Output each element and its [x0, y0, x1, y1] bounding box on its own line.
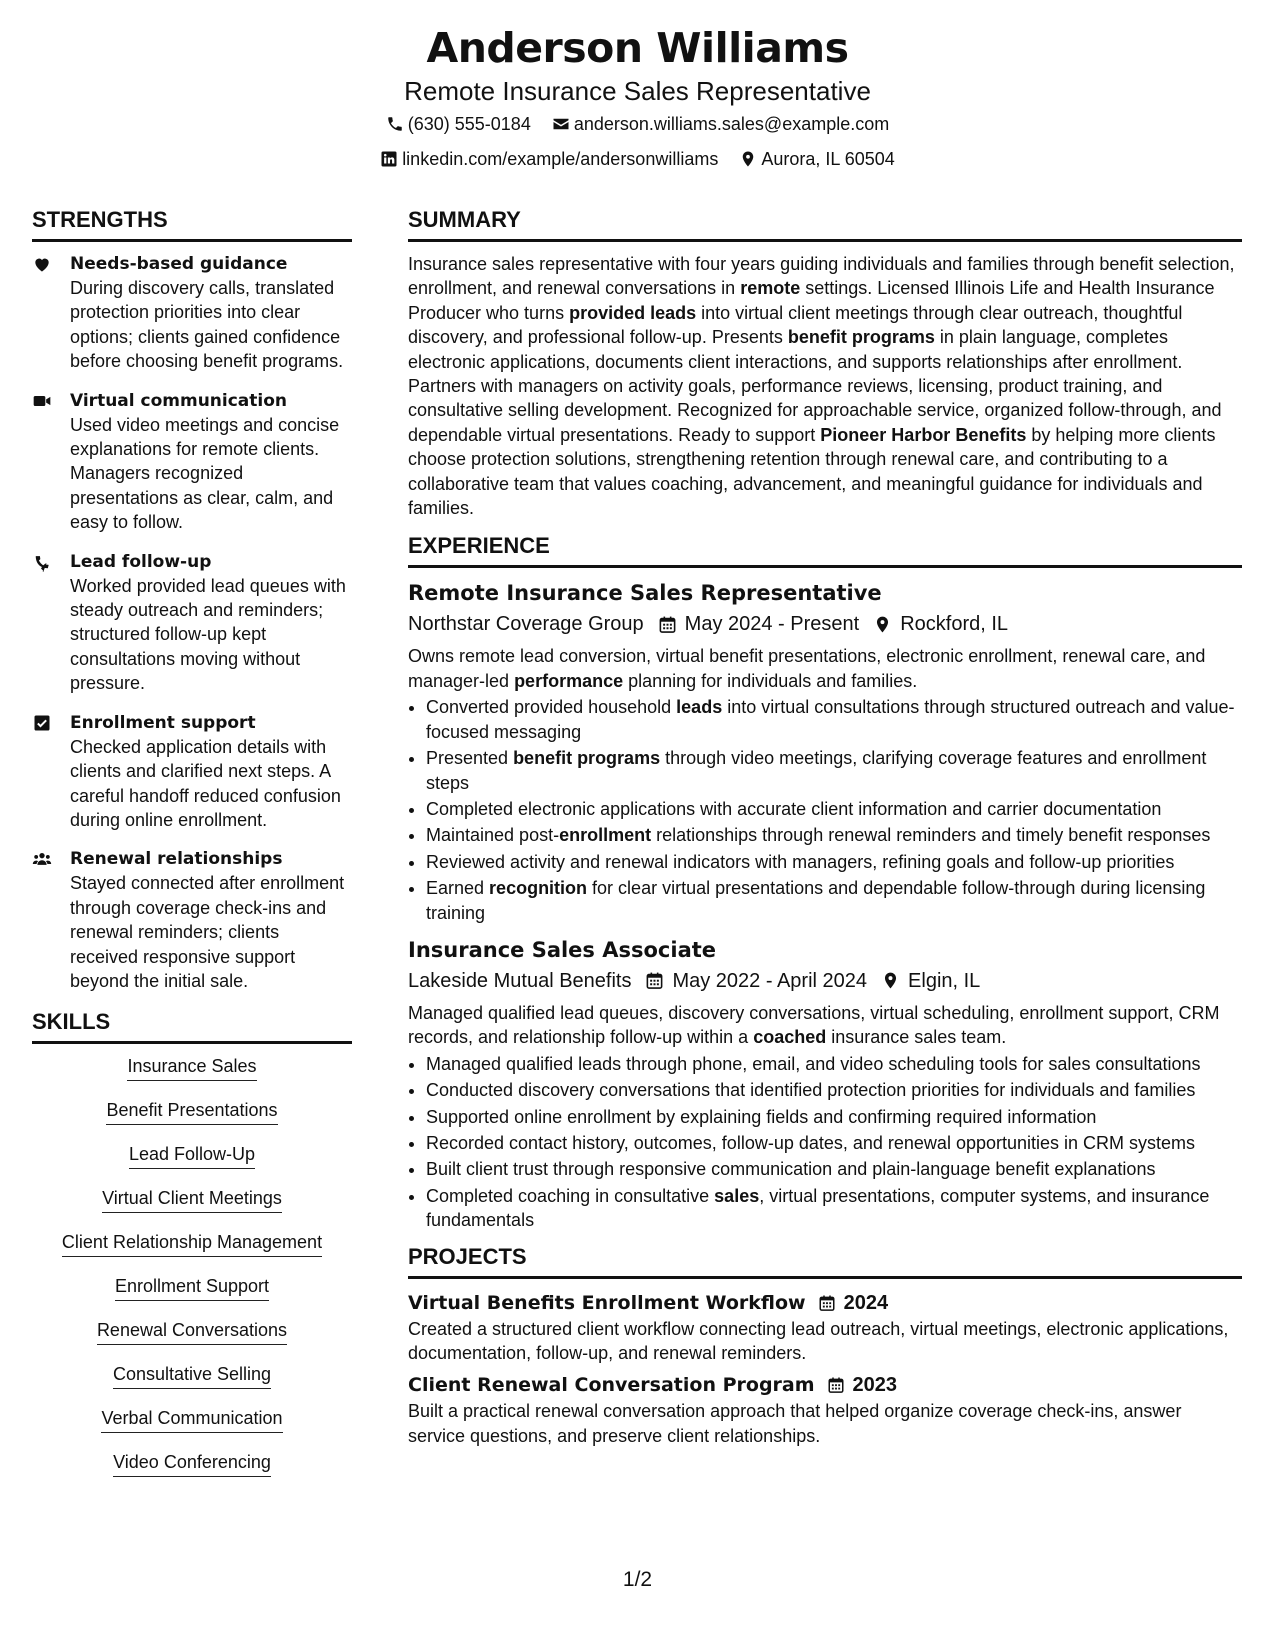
- job-bullets: [408, 695, 1242, 925]
- text-run: into virtual consultations through structured outreach and value-focused messaging: [426, 697, 1235, 742]
- company-name: [408, 608, 644, 640]
- location-text: Aurora, IL 60504: [761, 149, 895, 169]
- company-text: Lakeside Mutual Benefits: [408, 969, 632, 992]
- skill-tag: Benefit Presentations: [106, 1098, 277, 1125]
- strength-item: [32, 847, 352, 993]
- strength-item: [32, 711, 352, 833]
- project-description: Built a practical renewal conversation approach that helped organize coverage check-ins, answer service questions, and preserve client relationships.: [408, 1401, 1182, 1446]
- text-run: Insurance sales representative with four years guiding individuals and families through benefit selection, enrollment, and renewal conversations in: [408, 254, 1235, 299]
- project-description: Created a structured client workflow connecting lead outreach, virtual meetings, electronic applications, documentation, follow-up, and renewal reminders.: [408, 1318, 1229, 1363]
- skills-list: [32, 1054, 352, 1494]
- text-run: Maintained post-: [426, 825, 560, 846]
- emphasis-text: recognition: [489, 878, 588, 899]
- text-run: Supported online enrollment by explaining fields and confirming required information: [426, 1106, 1097, 1127]
- heart-icon: [32, 254, 52, 274]
- linkedin-contact[interactable]: [380, 143, 718, 175]
- text-run: by helping more clients choose protection solutions, strengthening retention through renewal care, and contributing to a collaborative team that values coaching, advancement, and meaningful guidance for individuals and families.: [408, 424, 1216, 519]
- skill-tag: Video Conferencing: [113, 1450, 271, 1477]
- job-dates: [658, 608, 860, 640]
- bullet-item: [426, 1078, 1242, 1102]
- emphasis-text: benefit programs: [787, 327, 935, 348]
- checkbox-icon: [32, 713, 52, 733]
- text-run: settings. Licensed Illinois Life and Health Insurance Producer who turns: [408, 278, 1215, 323]
- bullet-item: [426, 1105, 1242, 1129]
- job-meta: [408, 608, 1242, 640]
- summary-text: [408, 252, 1242, 520]
- linkedin-icon: [380, 150, 398, 168]
- experience-list: [408, 578, 1242, 1232]
- skill-tag: Consultative Selling: [113, 1362, 271, 1389]
- text-run: Managed qualified leads through phone, email, and video scheduling tools for sales consultations: [426, 1053, 1201, 1074]
- emphasis-text: remote: [740, 278, 801, 299]
- summary-heading: SUMMARY: [408, 206, 1242, 242]
- emphasis-text: benefit programs: [513, 748, 661, 769]
- text-run: planning for individuals and families.: [623, 670, 918, 691]
- phone-icon: [386, 115, 404, 133]
- strength-description: Stayed connected after enrollment through coverage check-ins and renewal reminders; clients received responsive support beyond the initial sale.: [70, 873, 345, 991]
- emphasis-text: enrollment: [559, 825, 652, 846]
- skill-tag: Client Relationship Management: [62, 1230, 322, 1257]
- bullet-item: [426, 797, 1242, 821]
- text-run: Completed coaching in consultative: [426, 1185, 715, 1206]
- calendar-icon: [827, 1376, 845, 1394]
- left-column: [32, 206, 352, 1494]
- project-entry: [408, 1371, 1242, 1448]
- page-number: 1/2: [622, 1568, 653, 1591]
- projects-list: [408, 1289, 1242, 1449]
- map-pin-icon: [873, 615, 892, 634]
- text-run: Built client trust through responsive communication and plain-language benefit explanations: [426, 1159, 1156, 1180]
- job-bullets: [408, 1052, 1242, 1233]
- strengths-heading: STRENGTHS: [32, 206, 352, 242]
- location-text: Rockford, IL: [900, 613, 1009, 636]
- project-title: Client Renewal Conversation Program: [408, 1374, 815, 1397]
- text-run: Earned: [426, 878, 490, 899]
- bullet-item: [426, 1131, 1242, 1155]
- phone-text: (630) 555-0184: [407, 114, 531, 134]
- skill-tag: Renewal Conversations: [97, 1318, 287, 1345]
- company-text: Northstar Coverage Group: [408, 613, 644, 636]
- strength-title: Needs-based guidance: [70, 254, 288, 274]
- bullet-item: [426, 695, 1242, 744]
- strength-title: Lead follow-up: [70, 551, 212, 572]
- job-summary: [408, 644, 1242, 693]
- skill-tag: Enrollment Support: [115, 1274, 269, 1301]
- dates-text: May 2022 - April 2024: [672, 969, 868, 992]
- text-run: Recorded contact history, outcomes, follow-up dates, and renewal opportunities in CRM systems: [426, 1132, 1196, 1153]
- contact-row-2: [0, 143, 1275, 178]
- emphasis-text: leads: [676, 697, 723, 718]
- text-run: Completed electronic applications with accurate client information and carrier documentation: [426, 798, 1162, 819]
- strength-title: Virtual communication: [70, 390, 288, 411]
- company-name: [408, 965, 631, 997]
- job-entry: [408, 935, 1242, 1233]
- job-summary: [408, 1001, 1242, 1050]
- year-text: 2023: [852, 1374, 898, 1397]
- map-pin-icon: [739, 150, 757, 168]
- phone-contact[interactable]: [386, 108, 531, 140]
- job-title: Remote Insurance Sales Representative: [408, 581, 882, 606]
- skills-heading: SKILLS: [32, 1008, 352, 1044]
- right-column: [408, 206, 1242, 1452]
- email-contact[interactable]: [552, 108, 889, 140]
- location-contact: [739, 143, 894, 175]
- text-run: Presented: [426, 748, 514, 769]
- strength-description: During discovery calls, translated protection priorities into clear options; clients gained confidence before choosing benefit programs.: [70, 278, 344, 372]
- bullet-item: [426, 850, 1242, 874]
- text-run: Owns remote lead conversion, virtual benefit presentations, electronic enrollment, renewal care, and manager-led: [408, 646, 1206, 691]
- project-year: [827, 1371, 898, 1399]
- project-entry: [408, 1289, 1242, 1366]
- strength-title: Enrollment support: [70, 712, 256, 733]
- strength-item: [32, 252, 352, 374]
- resume-header: [0, 22, 1275, 178]
- emphasis-text: Pioneer Harbor Benefits: [820, 424, 1027, 445]
- users-icon: [32, 849, 52, 869]
- experience-heading: EXPERIENCE: [408, 532, 1242, 568]
- text-run: in plain language, completes electronic applications, documents client interactions, and supports relationships after enrollment. Partners with managers on activity goals, performance reviews, licensing, product training, and consultative selling development. Recognized for approachable service, organized follow-through, and dependable virtual presentations. Ready to support: [408, 327, 1222, 445]
- calendar-icon: [658, 615, 677, 634]
- skill-tag: Lead Follow-Up: [129, 1142, 255, 1169]
- dates-text: May 2024 - Present: [684, 613, 860, 636]
- text-run: for clear virtual presentations and dependable follow-through during licensing training: [426, 878, 1206, 923]
- candidate-name: Anderson Williams: [426, 24, 849, 72]
- project-title: Virtual Benefits Enrollment Workflow: [408, 1291, 806, 1314]
- bullet-item: [426, 876, 1242, 925]
- text-run: Reviewed activity and renewal indicators with managers, refining goals and follow-up priorities: [426, 851, 1175, 872]
- job-dates: [645, 965, 867, 997]
- job-title: Insurance Sales Associate: [408, 937, 717, 962]
- project-header: [408, 1371, 1242, 1399]
- bullet-item: [426, 746, 1242, 795]
- bullet-item: [426, 823, 1242, 847]
- contact-row-1: [0, 108, 1275, 143]
- text-run: Converted provided household: [426, 697, 677, 718]
- email-text: anderson.williams.sales@example.com: [573, 114, 890, 134]
- strength-item: [32, 550, 352, 696]
- emphasis-text: provided leads: [569, 302, 697, 323]
- text-run: relationships through renewal reminders and timely benefit responses: [651, 825, 1211, 846]
- phone-icon: [32, 552, 52, 572]
- job-entry: [408, 578, 1242, 924]
- strength-description: Used video meetings and concise explanations for remote clients. Managers recognized presentations as clear, calm, and easy to follow.: [70, 414, 340, 533]
- text-run: through video meetings, clarifying coverage features and enrollment steps: [426, 748, 1207, 793]
- project-year: [818, 1289, 889, 1317]
- strength-description: Checked application details with clients and clarified next steps. A careful handoff reduced confusion during online enrollment.: [70, 736, 341, 830]
- emphasis-text: coached: [753, 1027, 827, 1048]
- text-run: into virtual client meetings through clear outreach, thoughtful discovery, and professional follow-up. Presents: [408, 302, 1183, 348]
- strength-item: [32, 389, 352, 535]
- job-location: [873, 608, 1008, 640]
- location-text: Elgin, IL: [908, 969, 981, 992]
- job-location: [881, 965, 980, 997]
- skill-tag: Virtual Client Meetings: [102, 1186, 282, 1213]
- text-run: Managed qualified lead queues, discovery conversations, virtual scheduling, enrollment support, CRM records, and relationship follow-up within a: [408, 1002, 1220, 1048]
- envelope-icon: [552, 115, 570, 133]
- candidate-role: Remote Insurance Sales Representative: [404, 76, 871, 106]
- calendar-icon: [818, 1294, 836, 1312]
- bullet-item: [426, 1184, 1242, 1233]
- text-run: Conducted discovery conversations that identified protection priorities for individuals and families: [426, 1080, 1196, 1101]
- skill-tag: Insurance Sales: [127, 1054, 256, 1081]
- strength-title: Renewal relationships: [70, 849, 283, 870]
- year-text: 2024: [843, 1291, 889, 1314]
- map-pin-icon: [881, 971, 900, 990]
- job-meta: [408, 965, 1242, 997]
- skill-tag: Verbal Communication: [101, 1406, 282, 1433]
- text-run: insurance sales team.: [826, 1027, 1007, 1048]
- linkedin-text: linkedin.com/example/andersonwilliams: [402, 149, 719, 169]
- calendar-icon: [645, 971, 664, 990]
- emphasis-text: sales: [714, 1185, 760, 1206]
- projects-heading: PROJECTS: [408, 1243, 1242, 1279]
- bullet-item: [426, 1157, 1242, 1181]
- strength-description: Worked provided lead queues with steady outreach and reminders; structured follow-up kept consultations moving without pressure.: [70, 575, 346, 694]
- emphasis-text: performance: [514, 670, 624, 691]
- project-header: [408, 1289, 1242, 1317]
- bullet-item: [426, 1052, 1242, 1076]
- video-camera-icon: [32, 391, 52, 411]
- text-run: , virtual presentations, computer systems, and insurance fundamentals: [426, 1185, 1210, 1231]
